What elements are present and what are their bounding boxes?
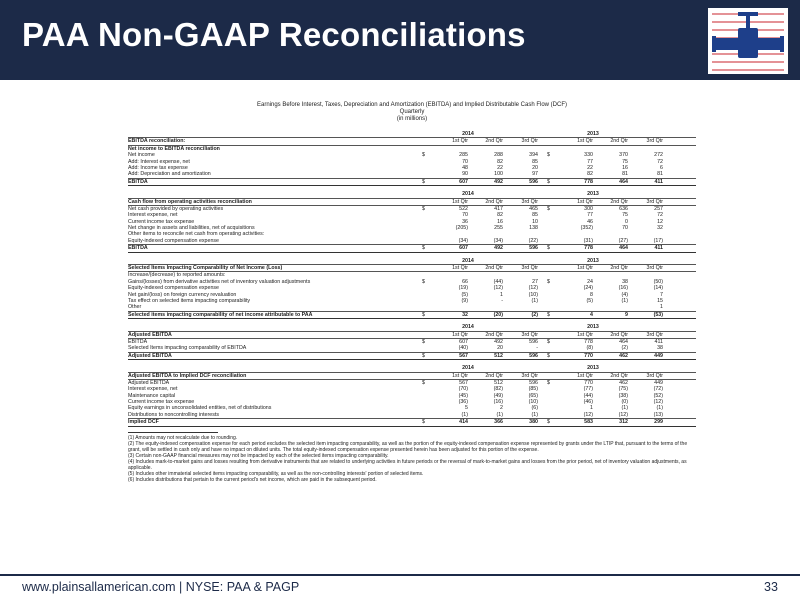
cell-value: (1) <box>496 411 503 418</box>
cell-value: 512 <box>494 352 503 359</box>
section-header-row <box>128 137 696 145</box>
cell-value: 70 <box>462 158 468 165</box>
table-section <box>128 365 696 427</box>
column-header: 1st Qtr <box>577 372 593 379</box>
cell-value: 138 <box>529 225 538 232</box>
currency-symbol: $ <box>547 419 550 426</box>
column-header: 1st Qtr <box>577 265 593 272</box>
cell-value: 38 <box>657 345 663 352</box>
doc-subtitle-units: (in millions) <box>396 116 428 122</box>
currency-symbol: $ <box>547 152 550 159</box>
column-header: 3rd Qtr <box>521 331 538 338</box>
cell-value: 32 <box>462 311 468 318</box>
cell-value: (85) <box>528 386 538 393</box>
row-label: Selected Items impacting comparability of EBITDA <box>128 345 247 352</box>
header-bar <box>0 0 800 80</box>
cell-value: 380 <box>529 419 538 426</box>
cell-value: 6 <box>660 164 663 171</box>
row-label: Adjusted EBITDA <box>128 379 170 386</box>
cell-value: 596 <box>529 178 538 185</box>
cell-value: 417 <box>494 205 503 212</box>
cell-value: 77 <box>587 212 593 219</box>
row-label: Adjusted EBITDA <box>128 352 172 359</box>
cell-value: 411 <box>654 178 663 185</box>
cell-value: (16) <box>618 285 628 292</box>
table-section <box>128 131 696 186</box>
row-label: Net change in assets and liabilities, net of acquisitions <box>128 225 255 232</box>
table-section <box>128 258 696 320</box>
currency-symbol: $ <box>422 178 425 185</box>
cell-value: 414 <box>459 419 468 426</box>
cell-value: 255 <box>494 225 503 232</box>
paa-logo <box>708 8 788 74</box>
currency-symbol: $ <box>547 338 550 345</box>
cell-value: (44) <box>493 278 503 285</box>
table-section <box>128 324 696 360</box>
cell-value: 272 <box>654 152 663 159</box>
cell-value: 36 <box>462 218 468 225</box>
cell-value: 75 <box>622 212 628 219</box>
table-row <box>128 244 696 252</box>
cell-value: 522 <box>459 205 468 212</box>
currency-symbol: $ <box>422 379 425 386</box>
section-label: Cash flow from operating activities reconciliation <box>128 198 252 205</box>
cell-value: 596 <box>529 338 538 345</box>
column-header: 1st Qtr <box>452 138 468 145</box>
column-header: 1st Qtr <box>452 198 468 205</box>
cell-value: 312 <box>619 419 628 426</box>
row-label: Gains/(losses) from derivative activities net of inventory valuation adjustments <box>128 278 311 285</box>
footnote: (4) Includes mark-to-market gains and losses resulting from derivative instruments that are related to underlying activities in future periods or the reversal of mark-to-market gains and losses from the prior period, net of inventory valuation adjustments, as applicable. <box>128 458 687 471</box>
cell-value: 90 <box>462 171 468 178</box>
cell-value: 462 <box>619 379 628 386</box>
column-header: 3rd Qtr <box>521 265 538 272</box>
cell-value: (24) <box>583 285 593 292</box>
currency-symbol: $ <box>547 278 550 285</box>
cell-value: (1) <box>531 411 538 418</box>
currency-symbol: $ <box>422 205 425 212</box>
row-label: Other items to reconcile net cash from operating activities: <box>128 231 265 238</box>
cell-value: 411 <box>654 245 663 252</box>
column-header: 2nd Qtr <box>610 372 628 379</box>
cell-value: 567 <box>459 352 468 359</box>
section-label: EBITDA reconciliation: <box>128 138 186 145</box>
row-label: EBITDA <box>128 245 148 252</box>
cell-value: 2 <box>500 405 503 412</box>
cell-value: 449 <box>654 379 663 386</box>
table-section <box>128 191 696 253</box>
cell-value: 85 <box>532 158 538 165</box>
cell-value: 20 <box>532 164 538 171</box>
cell-value: 72 <box>657 212 663 219</box>
cell-value: (1) <box>461 411 468 418</box>
cell-value: 492 <box>494 338 503 345</box>
row-label: Maintenance capital <box>128 392 176 399</box>
cell-value: (34) <box>493 237 503 244</box>
cell-value: 607 <box>459 245 468 252</box>
cell-value: 299 <box>654 419 663 426</box>
year-label: 2013 <box>587 191 599 198</box>
footnote: (3) Certain non-GAAP financial measures may not be impacted by each of the selected items impacting comparability. <box>128 452 389 459</box>
cell-value: (27) <box>618 237 628 244</box>
reconciliation-tables <box>128 131 696 427</box>
cell-value: 288 <box>494 152 503 159</box>
year-label: 2013 <box>587 257 599 264</box>
currency-symbol: $ <box>547 352 550 359</box>
table-row <box>128 178 696 186</box>
cell-value: 16 <box>622 164 628 171</box>
cell-value: 449 <box>654 352 663 359</box>
cell-value: 82 <box>587 171 593 178</box>
cell-value: 370 <box>619 152 628 159</box>
cell-value: (82) <box>493 386 503 393</box>
cell-value: 778 <box>584 245 593 252</box>
section-header-row <box>128 372 696 380</box>
cell-value: 4 <box>590 311 593 318</box>
column-header: 3rd Qtr <box>646 198 663 205</box>
row-label: Equity-indexed compensation expense <box>128 285 219 292</box>
year-label: 2014 <box>462 365 474 372</box>
cell-value: (8) <box>586 345 593 352</box>
cell-value: 596 <box>529 245 538 252</box>
row-label: Equity earnings in unconsolidated entities, net of distributions <box>128 405 272 412</box>
cell-value: 464 <box>619 338 628 345</box>
cell-value: 0 <box>625 218 628 225</box>
currency-symbol: $ <box>547 205 550 212</box>
cell-value: 567 <box>459 379 468 386</box>
section-label: Adjusted EBITDA <box>128 331 172 338</box>
cell-value: 12 <box>657 218 663 225</box>
footer-website-link[interactable]: www.plainsallamerican.com | NYSE: PAA & PAGP <box>22 580 300 594</box>
cell-value: 82 <box>497 158 503 165</box>
column-header: 1st Qtr <box>577 198 593 205</box>
section-label: Adjusted EBITDA to Implied DCF reconciliation <box>128 372 247 379</box>
cell-value: (52) <box>653 392 663 399</box>
currency-symbol: $ <box>422 352 425 359</box>
row-label: Equity-indexed compensation expense <box>128 237 219 244</box>
cell-value: (72) <box>653 386 663 393</box>
currency-symbol: $ <box>547 379 550 386</box>
cell-value: (2) <box>531 311 538 318</box>
cell-value: (40) <box>458 345 468 352</box>
column-header: 2nd Qtr <box>485 138 503 145</box>
cell-value: (12) <box>653 399 663 406</box>
cell-value: 462 <box>619 352 628 359</box>
cell-value: 5 <box>465 405 468 412</box>
row-label: EBITDA <box>128 178 148 185</box>
column-header: 1st Qtr <box>577 138 593 145</box>
cell-value: 81 <box>657 171 663 178</box>
cell-value: (36) <box>458 399 468 406</box>
cell-value: 81 <box>622 171 628 178</box>
cell-value: (19) <box>458 285 468 292</box>
row-label: Net cash provided by operating activities <box>128 205 224 212</box>
cell-value: 512 <box>494 379 503 386</box>
column-header: 2nd Qtr <box>485 265 503 272</box>
cell-value: 366 <box>494 419 503 426</box>
section-header-row <box>128 264 696 272</box>
cell-value: (10) <box>528 291 538 298</box>
footer-divider <box>0 574 800 576</box>
cell-value: (12) <box>493 285 503 292</box>
cell-value: 464 <box>619 245 628 252</box>
currency-symbol: $ <box>422 245 425 252</box>
cell-value: 465 <box>529 205 538 212</box>
cell-value: (34) <box>458 237 468 244</box>
cell-value: 66 <box>462 278 468 285</box>
year-label: 2014 <box>462 191 474 198</box>
cell-value: 1 <box>500 291 503 298</box>
cell-value: - <box>501 297 503 304</box>
row-label: Add: Depreciation and amortization <box>128 171 211 178</box>
section-header-row <box>128 198 696 206</box>
cell-value: (10) <box>528 399 538 406</box>
cell-value: (1) <box>621 405 628 412</box>
cell-value: 16 <box>497 218 503 225</box>
year-label: 2013 <box>587 365 599 372</box>
column-header: 1st Qtr <box>452 372 468 379</box>
cell-value: (38) <box>618 392 628 399</box>
cell-value: (1) <box>621 297 628 304</box>
currency-symbol: $ <box>422 152 425 159</box>
currency-symbol: $ <box>422 311 425 318</box>
cell-value: 596 <box>529 379 538 386</box>
page-title: PAA Non-GAAP Reconciliations <box>22 16 526 53</box>
cell-value: 22 <box>587 164 593 171</box>
column-header: 3rd Qtr <box>646 138 663 145</box>
column-header: 2nd Qtr <box>485 372 503 379</box>
column-header: 3rd Qtr <box>521 198 538 205</box>
cell-value: 394 <box>529 152 538 159</box>
cell-value: 7 <box>660 291 663 298</box>
cell-value: 38 <box>622 278 628 285</box>
page-number: 33 <box>764 580 778 594</box>
cell-value: (53) <box>653 311 663 318</box>
cell-value: 9 <box>625 311 628 318</box>
cell-value: (0) <box>621 399 628 406</box>
row-label: Add: Income tax expense <box>128 164 188 171</box>
row-label: Current income tax expense <box>128 399 195 406</box>
row-label: Implied DCF <box>128 419 159 426</box>
cell-value: (6) <box>531 405 538 412</box>
cell-value: 27 <box>532 278 538 285</box>
cell-value: (49) <box>493 392 503 399</box>
footnote: (5) Includes other immaterial selected items impacting comparability, as well as the non-controlling interests' portion of selected items. <box>128 470 424 477</box>
row-label: Increase/(decrease) to reported amounts: <box>128 272 226 279</box>
row-label: EBITDA <box>128 338 148 345</box>
cell-value: 15 <box>657 297 663 304</box>
cell-value: 607 <box>459 338 468 345</box>
cell-value: 770 <box>584 379 593 386</box>
cell-value: (5) <box>461 291 468 298</box>
valve-logo-icon <box>708 8 788 74</box>
row-label: Other <box>128 304 142 311</box>
column-header: 1st Qtr <box>452 265 468 272</box>
cell-value: - <box>536 345 538 352</box>
cell-value: (1) <box>656 405 663 412</box>
row-label: Selected items impacting comparability of net income attributable to PAA <box>128 311 313 318</box>
footnote-divider <box>128 432 218 433</box>
cell-value: 464 <box>619 178 628 185</box>
cell-value: 8 <box>590 291 593 298</box>
column-header: 1st Qtr <box>577 331 593 338</box>
footnote: (6) Includes distributions that pertain to the current period's net income, which are paid in the subsequent period. <box>128 476 377 483</box>
doc-title: Earnings Before Interest, Taxes, Depreciation and Amortization (EBITDA) and Implied Distributable Cash Flow (DCF) <box>256 102 568 108</box>
table-row <box>128 352 696 360</box>
cell-value: (46) <box>583 399 593 406</box>
cell-value: 85 <box>532 212 538 219</box>
table-row <box>128 311 696 319</box>
cell-value: 72 <box>657 158 663 165</box>
cell-value: 607 <box>459 178 468 185</box>
year-label: 2014 <box>462 324 474 331</box>
column-header: 1st Qtr <box>452 331 468 338</box>
cell-value: (75) <box>618 386 628 393</box>
currency-symbol: $ <box>422 419 425 426</box>
cell-value: 46 <box>587 218 593 225</box>
row-label: Net income to EBITDA reconciliation <box>128 145 220 152</box>
cell-value: (5) <box>586 297 593 304</box>
doc-subtitle-period: Quarterly <box>399 109 425 115</box>
cell-value: 24 <box>587 278 593 285</box>
cell-value: (12) <box>618 411 628 418</box>
row-label: Interest expense, net <box>128 386 178 393</box>
row-label: Add: Interest expense, net <box>128 158 190 165</box>
footnotes <box>128 435 696 483</box>
cell-value: 300 <box>584 205 593 212</box>
cell-value: (12) <box>528 285 538 292</box>
table-row <box>128 418 696 426</box>
column-header: 2nd Qtr <box>485 198 503 205</box>
row-label: Interest expense, net <box>128 212 178 219</box>
cell-value: (44) <box>583 392 593 399</box>
cell-value: (205) <box>455 225 468 232</box>
currency-symbol: $ <box>547 178 550 185</box>
footnote: (1) Amounts may not recalculate due to rounding. <box>128 434 238 441</box>
cell-value: 32 <box>657 225 663 232</box>
cell-value: 636 <box>619 205 628 212</box>
cell-value: (20) <box>493 311 503 318</box>
cell-value: 770 <box>584 352 593 359</box>
cell-value: (4) <box>621 291 628 298</box>
cell-value: (9) <box>461 297 468 304</box>
cell-value: 257 <box>654 205 663 212</box>
currency-symbol: $ <box>422 338 425 345</box>
year-label: 2013 <box>587 131 599 137</box>
cell-value: 22 <box>497 164 503 171</box>
cell-value: 10 <box>532 218 538 225</box>
cell-value: (65) <box>528 392 538 399</box>
section-label: Selected Items Impacting Comparability of Net Income (Loss) <box>128 265 283 272</box>
reconciliation-document <box>128 102 696 569</box>
cell-value: 596 <box>529 352 538 359</box>
column-header: 3rd Qtr <box>646 331 663 338</box>
cell-value: 492 <box>494 245 503 252</box>
cell-value: 285 <box>459 152 468 159</box>
column-header: 2nd Qtr <box>485 331 503 338</box>
column-header: 2nd Qtr <box>610 265 628 272</box>
cell-value: (1) <box>531 297 538 304</box>
column-header: 3rd Qtr <box>646 265 663 272</box>
cell-value: 1 <box>660 304 663 311</box>
year-label: 2014 <box>462 257 474 264</box>
cell-value: 97 <box>532 171 538 178</box>
column-header: 2nd Qtr <box>610 138 628 145</box>
cell-value: 411 <box>654 338 663 345</box>
cell-value: 778 <box>584 338 593 345</box>
cell-value: 75 <box>622 158 628 165</box>
cell-value: 82 <box>497 212 503 219</box>
column-header: 2nd Qtr <box>610 198 628 205</box>
row-label: Net income <box>128 152 155 159</box>
cell-value: 492 <box>494 178 503 185</box>
column-header: 3rd Qtr <box>646 372 663 379</box>
cell-value: (16) <box>493 399 503 406</box>
cell-value: 778 <box>584 178 593 185</box>
cell-value: (31) <box>583 237 593 244</box>
year-label: 2014 <box>462 131 474 137</box>
row-label: Tax effect on selected items impacting comparability <box>128 297 251 304</box>
cell-value: 100 <box>494 171 503 178</box>
currency-symbol: $ <box>547 311 550 318</box>
section-header-row <box>128 331 696 339</box>
cell-value: (12) <box>583 411 593 418</box>
cell-value: 70 <box>462 212 468 219</box>
column-header: 2nd Qtr <box>610 331 628 338</box>
cell-value: (352) <box>580 225 593 232</box>
cell-value: (17) <box>653 237 663 244</box>
cell-value: (77) <box>583 386 593 393</box>
column-header: 3rd Qtr <box>521 138 538 145</box>
cell-value: 20 <box>497 345 503 352</box>
footnote: (2) The equity-indexed compensation expense for each period excludes the selected item impacting comparability, as well as the portion of the equity-indexed compensation expense represented by grants under the LTIP that, pursuant to the terms of the grant, will be settled in cash only and have no impact on diluted units. The total equity-indexed compensation expense presented herein has been adjusted for this portion of the expense. <box>128 440 688 453</box>
row-label: Distributions to noncontrolling interests <box>128 411 219 418</box>
column-header: 3rd Qtr <box>521 372 538 379</box>
cell-value: 583 <box>584 419 593 426</box>
currency-symbol: $ <box>547 245 550 252</box>
cell-value: (70) <box>458 386 468 393</box>
cell-value: (2) <box>621 345 628 352</box>
cell-value: (14) <box>653 285 663 292</box>
cell-value: 1 <box>590 405 593 412</box>
cell-value: 48 <box>462 164 468 171</box>
currency-symbol: $ <box>422 278 425 285</box>
cell-value: 70 <box>622 225 628 232</box>
cell-value: 330 <box>584 152 593 159</box>
cell-value: (50) <box>653 278 663 285</box>
cell-value: (45) <box>458 392 468 399</box>
cell-value: (22) <box>528 237 538 244</box>
cell-value: 77 <box>587 158 593 165</box>
cell-value: (13) <box>653 411 663 418</box>
year-label: 2013 <box>587 324 599 331</box>
row-label: Current income tax expense <box>128 218 195 225</box>
row-label: Net gain/(loss) on foreign currency revaluation <box>128 291 237 298</box>
